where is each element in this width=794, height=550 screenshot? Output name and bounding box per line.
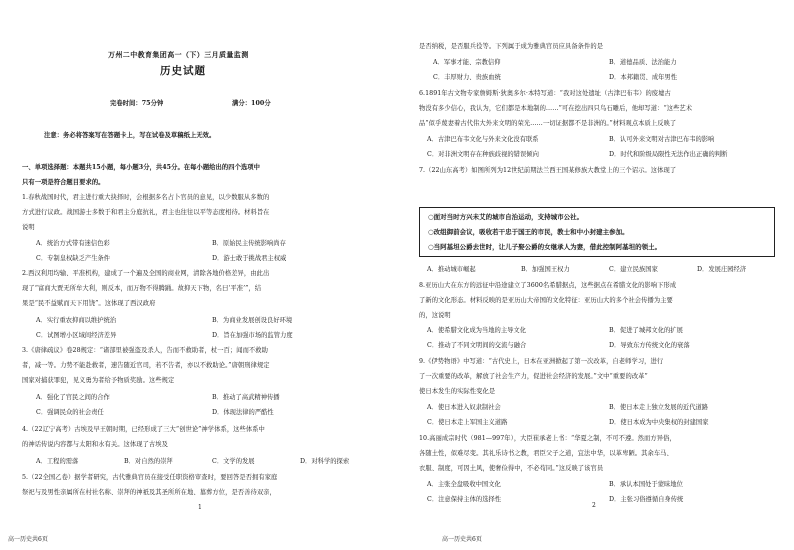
q6-option-c[interactable]: C．对非洲文明存在种族歧视的错误倾向 xyxy=(427,151,539,158)
q10-option-a[interactable]: A．主张全盘吸收中国文化 xyxy=(427,481,501,488)
question-10-line2: 各随土性，似难尽变。其礼乐诗书之教，君臣父子之道，宜法中华，以革卑陋。其余车马、 xyxy=(419,450,673,457)
question-2-line2: 现了“富商大贾无所牟大利，则反本，而万物不得腾踊。故抑天下物，名曰‘平准’”，结 xyxy=(22,285,262,292)
question-9-line2: 了一次重要的改革，解放了社会生产力，促进社会经济的发展。”文中“重要的改革” xyxy=(419,373,648,380)
question-4-line1: 4.（22辽宁高考）古埃及早王朝时期，已经形成了三大“创世论”神学体系，这些体系中 xyxy=(22,426,265,433)
section1-heading-line1: 一、单项选择题：本题共15小题，每小题3分，共45分。在每小题给出的四个选项中 xyxy=(22,164,260,171)
q4-option-c[interactable]: C．文学的发展 xyxy=(212,458,255,465)
q8-option-c[interactable]: C．推动了不同文明间的交流与融合 xyxy=(427,342,527,349)
question-3-line2: 者，减一等。力势不能赴救者，速告随近官司，若不告者，亦以不救助论。”唐朝刑律规定 xyxy=(22,362,270,369)
q3-option-b[interactable]: B．推动了高武精神传播 xyxy=(212,394,280,401)
q4-option-b[interactable]: B．对自然的崇拜 xyxy=(124,458,173,465)
q6-option-b[interactable]: B．认可外来文明对古津巴布韦的影响 xyxy=(609,136,715,143)
question-8-line3: 的，这说明 xyxy=(419,312,451,319)
q8-option-a[interactable]: A．使希腊文化成为当地的主导文化 xyxy=(427,327,527,334)
question-10-line1: 10.高丽成宗时代（981—997年），大臣崔承老上书：“华夏之制，不可不遵。然而方异俗， xyxy=(419,435,676,442)
q7-edict-1: ○面对当时方兴未艾的城市自治运动，支持城市公社。 xyxy=(428,213,584,221)
subject-title: 历史试题 xyxy=(160,65,206,77)
question-8-line1: 8.亚历山大在东方的远征中沿途建立了3600名希腊据点，这些据点在希腊文化的影响下形成 xyxy=(419,282,677,289)
question-1-line1: 1.春秋战国时代，君主进行重大抉择时，会根据多名占卜官员的意见，以少数服从多数的 xyxy=(22,194,270,201)
q7-option-a[interactable]: A．推动城市崛起 xyxy=(427,266,476,273)
q1-option-d[interactable]: D．游士敢于挑战君主权威 xyxy=(212,255,287,262)
q2-option-d[interactable]: D．旨在加强市场的监管力度 xyxy=(212,332,293,339)
question-7-stem: 7.（22山东高考）如图所列为12世纪前期法兰西王国某修族大教堂上的三个诏示。这体现了 xyxy=(419,167,677,174)
page-number-left: 1 xyxy=(198,504,202,511)
footer-right: 高一历史共6页 xyxy=(442,536,482,543)
question-2-line1: 2.西汉利用均输、平准机构，建成了一个遍及全国的商业网，清除各地价格差异，由此出 xyxy=(22,270,270,277)
question-9-line3: 使日本发生的实际性变化是 xyxy=(419,388,496,395)
q4-option-a[interactable]: A．工程的需落 xyxy=(36,458,79,465)
q10-option-b[interactable]: B．承认本国处于蒙昧地位 xyxy=(609,481,683,488)
q7-option-b[interactable]: B．加强国王权力 xyxy=(521,266,570,273)
q3-option-a[interactable]: A．强化了官民之间的合作 xyxy=(36,394,110,401)
question-6-line3: 品”似乎蔑妻着古代伟大外来文明的荣光……一切证据都不是非洲的。”材料观点本质上反映了 xyxy=(419,120,677,127)
question-1-line2: 方式进行议政。战国游士多数于和君主分庭抗礼，君主也往往以平等态度相待。材料旨在 xyxy=(22,209,270,216)
q1-option-c[interactable]: C．专制皇权缺乏产生条件 xyxy=(36,255,111,262)
question-2-line3: 果是“民不益赋而天下用饶”。这体现了西汉政府 xyxy=(22,300,156,307)
q6-option-a[interactable]: A．古津巴布韦文化与外来文化没有联系 xyxy=(427,136,539,143)
q5-option-c[interactable]: C．丰厚财力、贵族血统 xyxy=(433,74,501,81)
question-4-line2: 的神话传说内容都与太阳和水有关。这体现了古埃及 xyxy=(22,441,168,448)
q6-option-d[interactable]: D．时代和阶级局限性无法作出正确的判断 xyxy=(609,151,728,158)
question-5-line2: 祭祀与及男性亲属所在村社名称、崇拜的神祇及其圣所所在地、墓葬方位，是否善待双亲， xyxy=(22,489,276,496)
q1-option-a[interactable]: A．统治方式带有迷信色彩 xyxy=(36,240,110,247)
question-6-line2: 物没有多少信心，我认为，它们都是本地制的……”可在挖出四只鸟石雕后，他却写道：“这些艺术 xyxy=(419,105,693,112)
question-3-line3: 国家对捕获罪犯，见义勇为者给予物质奖励。这些规定 xyxy=(22,377,175,384)
q5-option-b[interactable]: B．道德品质、法治能力 xyxy=(609,59,677,66)
footer-left: 高一历史共6页 xyxy=(8,536,48,543)
q1-option-b[interactable]: B．原始民主传统影响尚存 xyxy=(212,240,286,247)
q7-edict-2: ○改组御前会议，吸收若干忠于国王的市民，教士和中小封建主参加。 xyxy=(428,228,629,236)
q5-option-a[interactable]: A．军事才能、宗教信仰 xyxy=(433,59,501,66)
notice: 注意：务必将答案写在答题卡上，写在试卷及草稿纸上无效。 xyxy=(44,132,216,139)
full-score: 满分：100分 xyxy=(232,100,271,107)
q8-option-b[interactable]: B．促进了城邦文化的扩展 xyxy=(609,327,683,334)
q7-option-d[interactable]: D．发展庄园经济 xyxy=(697,266,747,273)
q2-option-a[interactable]: A．实行重农抑商以维护统治 xyxy=(36,317,117,324)
q3-option-c[interactable]: C．强调民众的社会责任 xyxy=(36,409,104,416)
q3-option-d[interactable]: D．体现法律的严酷性 xyxy=(212,409,274,416)
question-5-line3: 是否纳税，是否服兵役等。下列属于成为雅典官员应具备条件的是 xyxy=(419,43,604,50)
question-9-line1: 9.《伊势物语》中写道：“古代史上，日本在亚洲掀起了第一次改革，自老师学习，进行 xyxy=(419,358,664,365)
q4-option-d[interactable]: D．对科学的探索 xyxy=(300,458,350,465)
q9-option-d[interactable]: D．使日本成为中央集权的封建国家 xyxy=(609,419,709,426)
q9-option-b[interactable]: B．使日本走上独立发展的近代道路 xyxy=(609,404,709,411)
q7-option-c[interactable]: C．建立民族国家 xyxy=(609,266,658,273)
q2-option-c[interactable]: C．试图增小区域间经济差异 xyxy=(36,332,117,339)
question-8-line2: 了新的文化形态。材料反映的是亚历山大帝国的文化特征：亚历山大的多个社会传播为主要 xyxy=(419,297,673,304)
section1-heading-line2: 只有一项是符合题目要求的。 xyxy=(22,179,105,186)
q10-option-d[interactable]: D．主张习俗遵循自身传统 xyxy=(609,496,684,503)
question-6-line1: 6.1891年古文物专家詹姆斯·狄奥多尔·本特写道：“我对这处遗址（古津巴布韦）的废墟古 xyxy=(419,90,671,97)
q8-option-d[interactable]: D．导致东方传统文化的衰落 xyxy=(609,342,690,349)
exam-time: 完卷时间：75分钟 xyxy=(110,100,164,107)
page-number-right: 2 xyxy=(592,502,596,509)
question-10-line3: 衣服、制度，可因土风，使奢俭得中，不必苟同。”这反映了该官员 xyxy=(419,465,604,472)
q5-option-d[interactable]: D．本邦籍贯、成年男性 xyxy=(609,74,678,81)
q7-edict-box xyxy=(419,207,775,257)
q2-option-b[interactable]: B．为商业发展创设良好环境 xyxy=(212,317,293,324)
q10-option-c[interactable]: C．注意保持主体的选择性 xyxy=(427,496,502,503)
q9-option-a[interactable]: A．使日本进入奴隶制社会 xyxy=(427,404,501,411)
question-1-line3: 说明 xyxy=(22,224,35,231)
q7-edict-3: ○当阿基坦公爵去世时，让儿子娶公爵的女继承人为妻，借此控制阿基坦的领土。 xyxy=(428,243,662,251)
school-title: 万州二中教育集团高一（下）三月质量监测 xyxy=(108,50,249,59)
question-3-line1: 3.《唐律疏议》卷28规定：“诸部里被强盗及杀人，告而不救助者，杖一百；闻而不救助 xyxy=(22,347,268,354)
q9-option-c[interactable]: C．使日本走上军国主义道路 xyxy=(427,419,508,426)
question-5-line1: 5.（22全国乙卷）据学者研究，古代雅典官员在接受任职资格审查时，要回答是否拥有家庭 xyxy=(22,474,278,481)
right-page xyxy=(397,0,794,550)
